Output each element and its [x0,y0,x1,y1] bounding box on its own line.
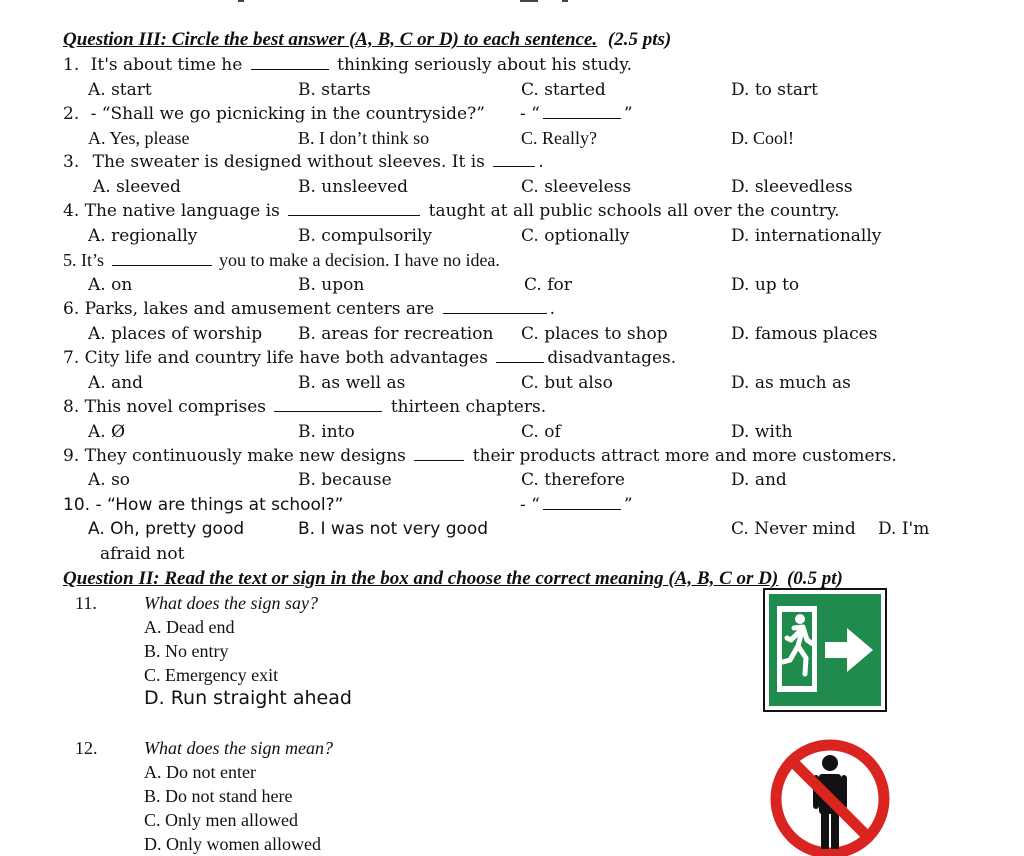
q4-option-b[interactable]: B. compulsorily [298,226,433,246]
question-5: 5. It’s you to make a decision. I have no idea. [63,250,500,270]
answer-blank[interactable] [443,299,547,314]
question-7: 7. City life and country life have both advantages disadvantages. [63,348,677,368]
question-2-reply: - “ ” [520,104,633,124]
q8-option-d[interactable]: D. with [731,422,793,442]
q8-option-b[interactable]: B. into [298,422,355,442]
q12-option-a[interactable]: A. Do not enter [144,762,256,782]
answer-blank[interactable] [496,348,544,363]
q10-option-c[interactable]: C. Never mind [731,519,856,539]
q7-option-b[interactable]: B. as well as [298,373,406,393]
no-standing-sign-icon [769,733,891,856]
question-10-reply: - “ ” [520,495,633,515]
q1-option-c[interactable]: C. started [521,80,606,100]
q5-option-d[interactable]: D. up to [731,275,800,295]
q6-option-b[interactable]: B. areas for recreation [298,324,494,344]
section-2-heading [63,568,843,590]
emergency-exit-sign-icon [763,588,887,712]
answer-blank[interactable] [414,446,464,461]
q3-option-d[interactable]: D. sleevedless [731,177,853,197]
q11-option-a[interactable]: A. Dead end [144,617,235,637]
q6-option-c[interactable]: C. places to shop [521,324,668,344]
q7-option-c[interactable]: C. but also [521,373,613,393]
question-2: 2. - “Shall we go picnicking in the countryside?” [63,104,485,124]
section-3-heading [63,29,671,51]
q1-option-a[interactable]: A. start [88,80,152,100]
q10-option-d[interactable]: D. I'm [878,519,930,539]
question-10: 10. - “How are things at school?” [63,495,344,515]
q9-option-a[interactable]: A. so [88,470,131,490]
question-3: 3. The sweater is designed without sleeves. It is . [63,152,544,172]
question-8: 8. This novel comprises thirteen chapters. [63,397,547,417]
section-3-points: (2.5 pts) [607,29,672,50]
q11-number: 11. [75,593,97,613]
q8-option-a[interactable]: A. Ø [88,422,126,442]
q11-option-d[interactable]: D. Run straight ahead [144,687,352,709]
section-2-points: (0.5 pt) [786,568,843,589]
q5-option-b[interactable]: B. upon [298,275,365,295]
q12-option-c[interactable]: C. Only men allowed [144,810,298,830]
q1-option-b[interactable]: B. starts [298,80,371,100]
answer-blank[interactable] [543,495,621,510]
q9-option-d[interactable]: D. and [731,470,787,490]
question-9: 9. They continuously make new designs their products attract more and more customers. [63,446,897,466]
answer-blank[interactable] [274,397,382,412]
answer-blank[interactable] [288,201,420,216]
q2-option-a[interactable]: A. Yes, please [88,128,190,148]
section-3-title: Question III: Circle the best answer (A, B, C or D) to each sentence. [63,29,598,50]
cropped-top-marks [0,0,1024,4]
q10-option-d-wrap: afraid not [100,544,185,564]
q3-option-b[interactable]: B. unsleeved [298,177,409,197]
q9-option-b[interactable]: B. because [298,470,392,490]
q4-option-c[interactable]: C. optionally [521,226,630,246]
q11-option-c[interactable]: C. Emergency exit [144,665,279,685]
q12-number: 12. [75,738,98,758]
section-2-title: Question II: Read the text or sign in the box and choose the correct meaning (A, B, C or D) [63,568,779,589]
q3-option-a[interactable]: A. sleeved [93,177,181,197]
q7-option-d[interactable]: D. as much as [731,373,851,393]
q11-question: What does the sign say? [144,593,318,613]
q11-option-b[interactable]: B. No entry [144,641,229,661]
q1-option-d[interactable]: D. to start [731,80,818,100]
answer-blank[interactable] [543,104,621,119]
q6-option-a[interactable]: A. places of worship [88,324,263,344]
q5-option-c[interactable]: C. for [524,275,572,295]
q8-option-c[interactable]: C. of [521,422,561,442]
answer-blank[interactable] [112,251,212,266]
question-4: 4. The native language is taught at all public schools all over the country. [63,201,840,221]
q7-option-a[interactable]: A. and [88,373,144,393]
q12-question: What does the sign mean? [144,738,333,758]
q10-option-a[interactable]: A. Oh, pretty good [88,519,245,539]
q12-option-d[interactable]: D. Only women allowed [144,834,321,854]
q2-option-c[interactable]: C. Really? [521,128,597,148]
answer-blank[interactable] [493,152,535,167]
q5-option-a[interactable]: A. on [88,275,133,295]
q4-option-a[interactable]: A. regionally [88,226,198,246]
q10-option-b[interactable]: B. I was not very good [298,519,489,539]
question-6: 6. Parks, lakes and amusement centers are . [63,299,556,319]
question-1: 1. It's about time he thinking seriously about his study. [63,55,633,75]
q2-option-d[interactable]: D. Cool! [731,128,794,148]
q4-option-d[interactable]: D. internationally [731,226,882,246]
answer-blank[interactable] [251,55,329,70]
q12-option-b[interactable]: B. Do not stand here [144,786,293,806]
q9-option-c[interactable]: C. therefore [521,470,625,490]
q3-option-c[interactable]: C. sleeveless [521,177,632,197]
q6-option-d[interactable]: D. famous places [731,324,878,344]
q2-option-b[interactable]: B. I don’t think so [298,128,430,148]
